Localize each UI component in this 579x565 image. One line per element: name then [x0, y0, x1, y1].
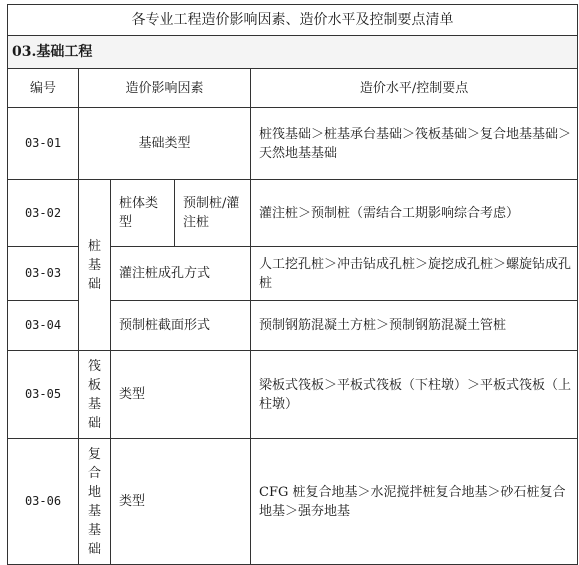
group-char: 复 — [87, 446, 101, 462]
row-code: 03-02 — [8, 180, 79, 247]
table-row — [8, 351, 578, 439]
section-heading: 03.基础工程 — [8, 36, 578, 69]
row-code: 03-06 — [8, 439, 79, 565]
header-factor: 造价影响因素 — [79, 69, 251, 108]
group-label-raft — [79, 351, 111, 439]
title-row — [8, 5, 578, 36]
section-row — [8, 36, 578, 69]
row-factor: 桩体类型 — [111, 180, 175, 247]
group-char: 基 — [87, 396, 101, 412]
group-char: 板 — [87, 377, 101, 393]
table-title: 各专业工程造价影响因素、造价水平及控制要点清单 — [8, 5, 578, 36]
row-level: 桩筏基础＞桩基承台基础＞筏板基础＞复合地基基础＞天然地基基础 — [251, 108, 578, 180]
group-char: 础 — [87, 276, 101, 292]
table-row — [8, 108, 578, 180]
row-subfactor: 预制桩/灌注桩 — [175, 180, 251, 247]
row-level: CFG 桩复合地基＞水泥搅拌桩复合地基＞砂石桩复合地基＞强夯地基 — [251, 439, 578, 565]
row-factor: 基础类型 — [79, 108, 251, 180]
row-level: 人工挖孔桩＞冲击钻成孔桩＞旋挖成孔桩＞螺旋钻成孔桩 — [251, 247, 578, 301]
group-char: 桩 — [87, 238, 101, 254]
header-row — [8, 69, 578, 108]
group-char: 基 — [87, 522, 101, 538]
header-code: 编号 — [8, 69, 79, 108]
group-char: 础 — [87, 541, 101, 557]
group-char: 地 — [87, 484, 101, 500]
row-level: 梁板式筏板＞平板式筏板（下柱墩）＞平板式筏板（上柱墩） — [251, 351, 578, 439]
group-char: 础 — [87, 415, 101, 431]
row-factor: 类型 — [111, 351, 251, 439]
group-char: 合 — [87, 465, 101, 481]
row-factor: 预制桩截面形式 — [111, 301, 251, 351]
group-char: 筏 — [87, 358, 101, 374]
row-level: 预制钢筋混凝土方桩＞预制钢筋混凝土管桩 — [251, 301, 578, 351]
group-char: 基 — [87, 257, 101, 273]
table-row — [8, 180, 578, 247]
group-char: 基 — [87, 503, 101, 519]
row-code: 03-03 — [8, 247, 79, 301]
header-level: 造价水平/控制要点 — [251, 69, 578, 108]
cost-factor-table — [7, 4, 578, 565]
row-factor: 类型 — [111, 439, 251, 565]
row-code: 03-05 — [8, 351, 79, 439]
row-level: 灌注桩＞预制桩（需结合工期影响综合考虑） — [251, 180, 578, 247]
group-label-composite — [79, 439, 111, 565]
table-row — [8, 439, 578, 565]
group-label-pile — [79, 180, 111, 351]
row-code: 03-01 — [8, 108, 79, 180]
row-factor: 灌注桩成孔方式 — [111, 247, 251, 301]
row-code: 03-04 — [8, 301, 79, 351]
